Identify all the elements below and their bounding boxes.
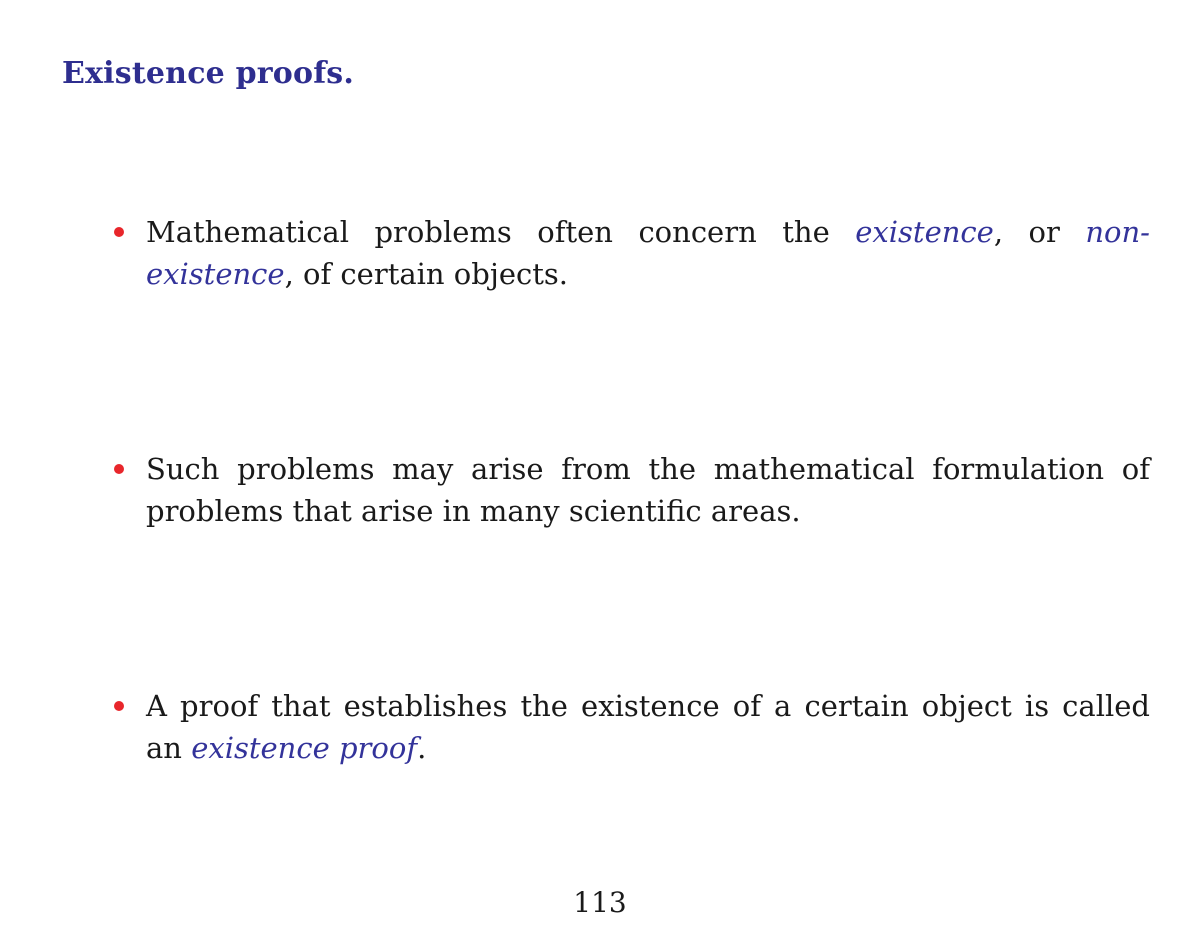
bullet-item — [110, 685, 1150, 769]
slide-title: Existence proofs. — [62, 56, 355, 91]
bullet-item — [110, 211, 1150, 295]
bullet-dot-icon — [114, 464, 124, 474]
bullet-dot-icon — [114, 701, 124, 711]
bullet-dot-icon — [114, 227, 124, 237]
bullet-text-segment: A proof that establishes the existence of a certain object is called an — [146, 689, 1150, 765]
page-number: 113 — [573, 886, 627, 919]
emphasized-term: existence — [855, 215, 994, 249]
bullet-text-segment: , of certain objects. — [284, 257, 568, 291]
bullet-text: Such problems may arise from the mathematical formulation of problems that arise in many scientific areas. — [146, 452, 1150, 528]
emphasized-term: non-existence — [146, 215, 1150, 291]
bullet-text — [146, 685, 1150, 769]
bullet-text — [146, 211, 1150, 295]
emphasized-term: existence proof — [191, 731, 418, 765]
bullet-text-segment: , or — [993, 215, 1086, 249]
bullet-item — [110, 448, 1150, 532]
bullet-text-segment: . — [417, 731, 427, 765]
bullet-text-segment: Mathematical problems often concern the — [146, 215, 856, 249]
